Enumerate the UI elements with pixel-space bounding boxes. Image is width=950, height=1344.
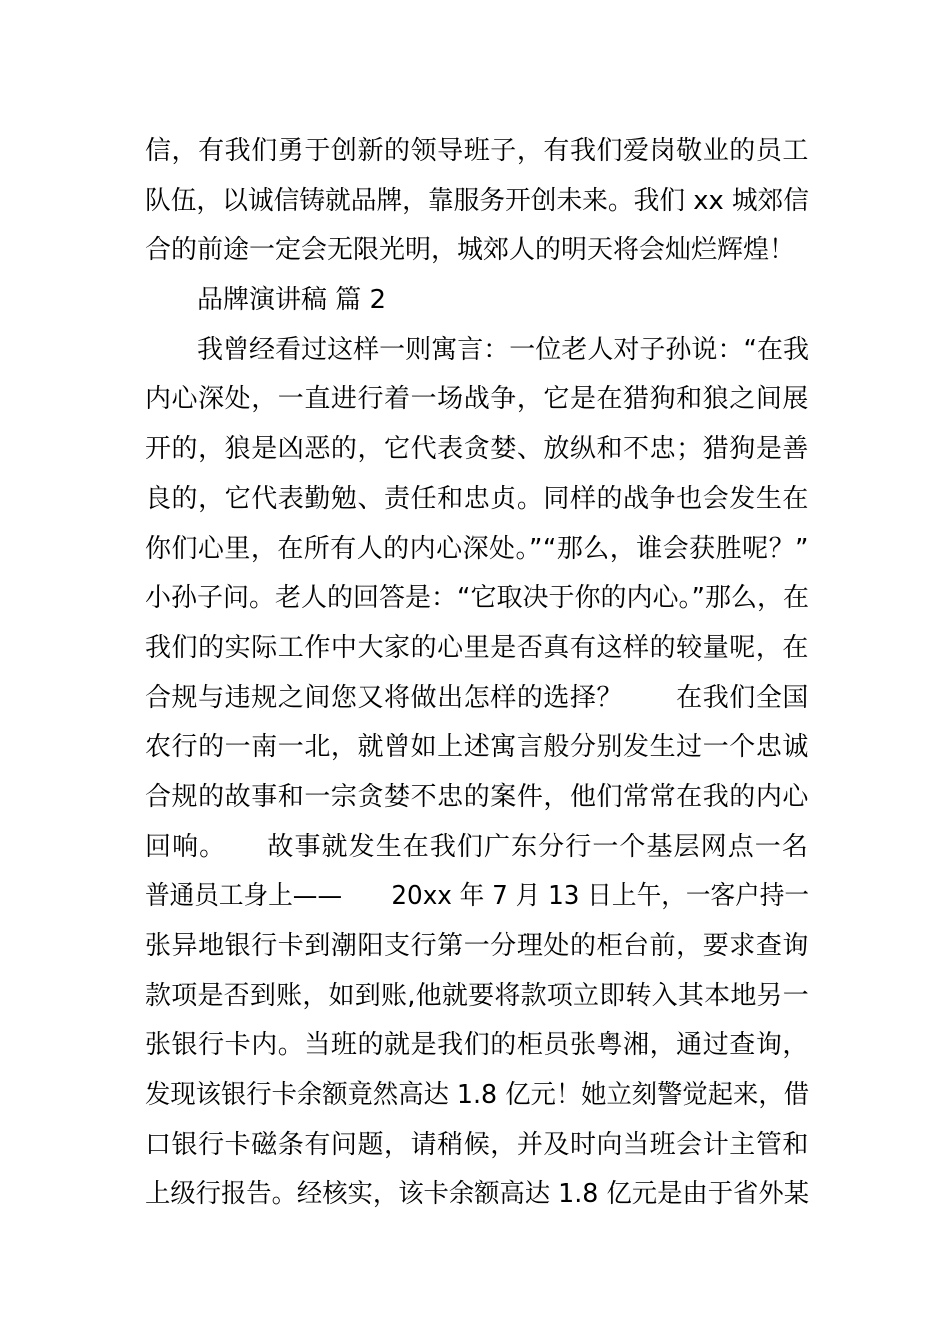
text-line: 良的，它代表勤勉、责任和忠贞。同样的战争也会发生在 — [145, 483, 809, 514]
text-line: 信，有我们勇于创新的领导班子，有我们爱岗敬业的员工 — [145, 136, 809, 166]
text-line: 开的，狼是凶恶的，它代表贪婪、放纵和不忠；猎狗是善 — [145, 434, 809, 465]
text-line: 口银行卡磁条有问题，请稍候，并及时向当班会计主管和 — [145, 1129, 809, 1160]
section-heading: 品牌演讲稿 篇 2 — [197, 285, 387, 316]
text-line: 农行的一南一北，就曾如上述寓言般分别发生过一个忠诚 — [145, 732, 809, 763]
text-line: 上级行报告。经核实，该卡余额高达 1.8 亿元是由于省外某 — [145, 1179, 809, 1210]
text-line: 款项是否到账，如到账,他就要将款项立即转入其本地另一 — [145, 980, 809, 1011]
text-line: 合规与违规之间您又将做出怎样的选择？ 在我们全国 — [145, 682, 809, 713]
text-line: 回响。 故事就发生在我们广东分行一个基层网点一名 — [145, 831, 809, 862]
text-line: 合的前途一定会无限光明，城郊人的明天将会灿烂辉煌！ — [145, 235, 796, 266]
text-line: 内心深处，一直进行着一场战争，它是在猎狗和狼之间展 — [145, 384, 809, 415]
text-line: 张银行卡内。当班的就是我们的柜员张粤湘，通过查询， — [145, 1030, 809, 1061]
text-line: 队伍，以诚信铸就品牌，靠服务开创未来。我们 xx 城郊信 — [145, 185, 809, 216]
text-line: 我们的实际工作中大家的心里是否真有这样的较量呢，在 — [145, 632, 809, 663]
text-line: 我曾经看过这样一则寓言：一位老人对子孙说：“在我 — [197, 334, 809, 365]
text-line: 小孙子问。老人的回答是：“它取决于你的内心。”那么，在 — [145, 583, 809, 614]
text-line: 普通员工身上—— 20xx 年 7 月 13 日上午，一客户持一 — [145, 881, 809, 912]
text-line: 你们心里，在所有人的内心深处。”“那么，谁会获胜呢？” — [145, 533, 809, 564]
text-line: 合规的故事和一宗贪婪不忠的案件，他们常常在我的内心 — [145, 781, 809, 812]
text-line: 张异地银行卡到潮阳支行第一分理处的柜台前，要求查询 — [145, 931, 809, 961]
body-text — [145, 127, 809, 1220]
text-line: 发现该银行卡余额竟然高达 1.8 亿元！她立刻警觉起来，借 — [145, 1080, 809, 1111]
